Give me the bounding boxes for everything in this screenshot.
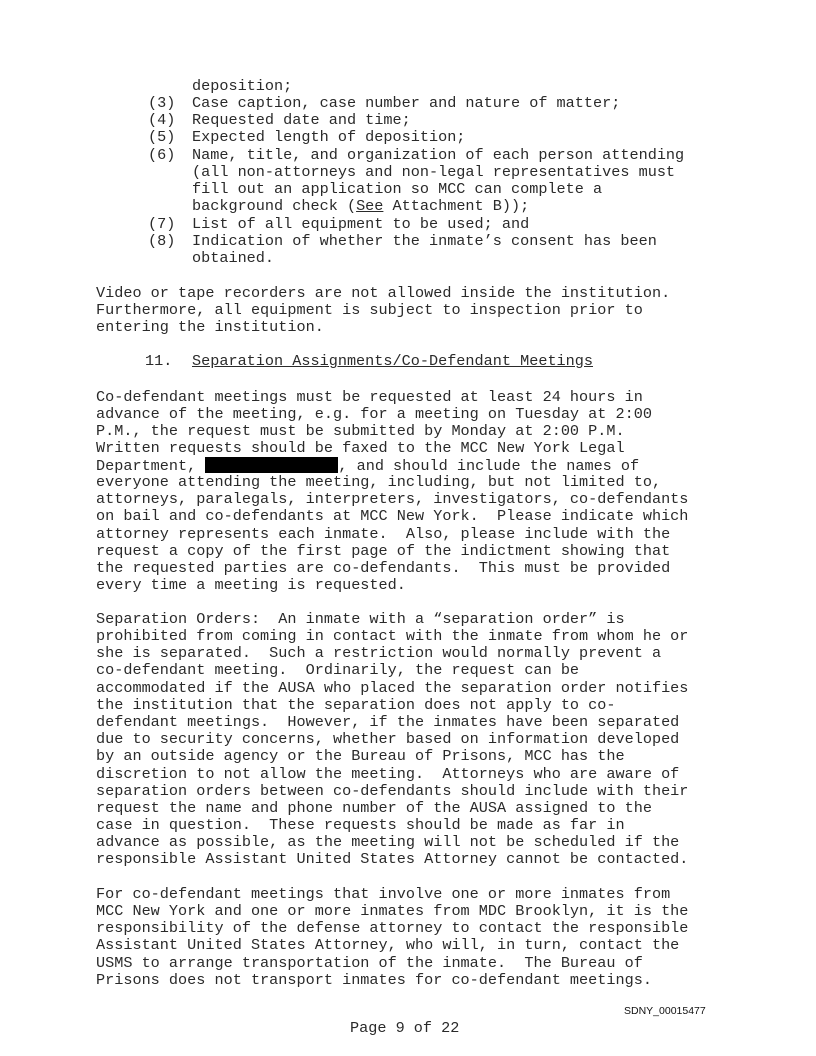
mdc-para-line-3: responsibility of the defense attorney to contact the responsible: [96, 919, 689, 937]
separation-para-line-4: co-defendant meeting. Ordinarily, the request can be: [96, 661, 580, 679]
separation-para-line-14: advance as possible, as the meeting will not be scheduled if the: [96, 833, 680, 851]
separation-para-line-7: defendant meetings. However, if the inmates have been separated: [96, 713, 680, 731]
mdc-para-line-1: For co-defendant meetings that involve one or more inmates from: [96, 885, 671, 903]
list-item-8-line-1: Indication of whether the inmate’s consent has been: [192, 232, 657, 250]
codef-para-line-3: P.M., the request must be submitted by Monday at 2:00 P.M.: [96, 422, 625, 440]
list-item-6-line-2: (all non-attorneys and non-legal representatives must: [192, 163, 676, 181]
separation-para-line-13: case in question. These requests should be made as far in: [96, 816, 625, 834]
list-item-6-line-4: [192, 198, 529, 215]
list-item-3-number: (3): [148, 94, 176, 112]
separation-para-line-15: responsible Assistant United States Attorney cannot be contacted.: [96, 850, 689, 868]
mdc-para-line-5: USMS to arrange transportation of the inmate. The Bureau of: [96, 954, 643, 972]
section-11-number: 11.: [145, 352, 173, 370]
list-item-2-tail: deposition;: [192, 77, 293, 95]
separation-para-line-2: prohibited from coming in contact with the inmate from whom he or: [96, 627, 689, 645]
list-item-7-number: (7): [148, 215, 176, 233]
list-item-6-number: (6): [148, 146, 176, 164]
list-item-3-text: Case caption, case number and nature of matter;: [192, 94, 621, 112]
list-item-5-number: (5): [148, 128, 176, 146]
list-item-8-line-2: obtained.: [192, 249, 275, 267]
separation-para-line-12: request the name and phone number of the AUSA assigned to the: [96, 799, 652, 817]
codef-para-line-2: advance of the meeting, e.g. for a meeting on Tuesday at 2:00: [96, 405, 652, 423]
separation-para-line-5: accommodated if the AUSA who placed the separation order notifies: [96, 679, 689, 697]
codef-para-line-5a: Department,: [96, 457, 206, 475]
separation-para-line-8: due to security concerns, whether based on information developed: [96, 730, 680, 748]
codef-para-line-5b: , and should include the names of: [338, 457, 640, 475]
list-item-4-number: (4): [148, 111, 176, 129]
section-11-title: Separation Assignments/Co-Defendant Meetings: [192, 352, 594, 370]
list-item-6-line-1: Name, title, and organization of each person attending: [192, 146, 685, 164]
codef-para-line-8: on bail and co-defendants at MCC New York. Please indicate which: [96, 507, 689, 525]
separation-para-line-1: Separation Orders: An inmate with a “separation order” is: [96, 610, 625, 628]
bates-number: SDNY_00015477: [624, 1005, 706, 1017]
list-item-6-line-3: fill out an application so MCC can complete a: [192, 180, 603, 198]
codef-para-line-9: attorney represents each inmate. Also, please include with the: [96, 525, 671, 543]
list-item-5-text: Expected length of deposition;: [192, 128, 466, 146]
list-item-6-line-4b: Attachment B));: [383, 197, 530, 215]
list-item-7-text: List of all equipment to be used; and: [192, 215, 530, 233]
separation-para-line-11: separation orders between co-defendants should include with their: [96, 782, 689, 800]
separation-para-line-3: she is separated. Such a restriction would normally prevent a: [96, 644, 662, 662]
page-number: Page 9 of 22: [350, 1019, 460, 1037]
separation-para-line-10: discretion to not allow the meeting. Attorneys who are aware of: [96, 765, 680, 783]
mdc-para-line-4: Assistant United States Attorney, who will, in turn, contact the: [96, 936, 680, 954]
separation-para-line-6: the institution that the separation does not apply to co-: [96, 696, 616, 714]
video-para-line-1: Video or tape recorders are not allowed inside the institution.: [96, 284, 671, 302]
separation-para-line-9: by an outside agency or the Bureau of Prisons, MCC has the: [96, 747, 625, 765]
codef-para-line-7: attorneys, paralegals, interpreters, investigators, co-defendants: [96, 490, 689, 508]
video-para-line-3: entering the institution.: [96, 318, 324, 336]
codef-para-line-12: every time a meeting is requested.: [96, 576, 406, 594]
mdc-para-line-2: MCC New York and one or more inmates from MDC Brooklyn, it is the: [96, 902, 689, 920]
codef-para-line-6: everyone attending the meeting, including, but not limited to,: [96, 473, 662, 491]
video-para-line-2: Furthermore, all equipment is subject to inspection prior to: [96, 301, 643, 319]
codef-para-line-10: request a copy of the first page of the indictment showing that: [96, 542, 671, 560]
list-item-8-number: (8): [148, 232, 176, 250]
codef-para-line-11: the requested parties are co-defendants. This must be provided: [96, 559, 671, 577]
codef-para-line-1: Co-defendant meetings must be requested at least 24 hours in: [96, 388, 643, 406]
redaction-box: [205, 457, 338, 473]
codef-para-line-4: Written requests should be faxed to the MCC New York Legal: [96, 439, 625, 457]
list-item-4-text: Requested date and time;: [192, 111, 411, 129]
see-reference: See: [356, 197, 384, 215]
mdc-para-line-6: Prisons does not transport inmates for co-defendant meetings.: [96, 971, 652, 989]
list-item-6-line-4a: background check (: [192, 197, 357, 215]
